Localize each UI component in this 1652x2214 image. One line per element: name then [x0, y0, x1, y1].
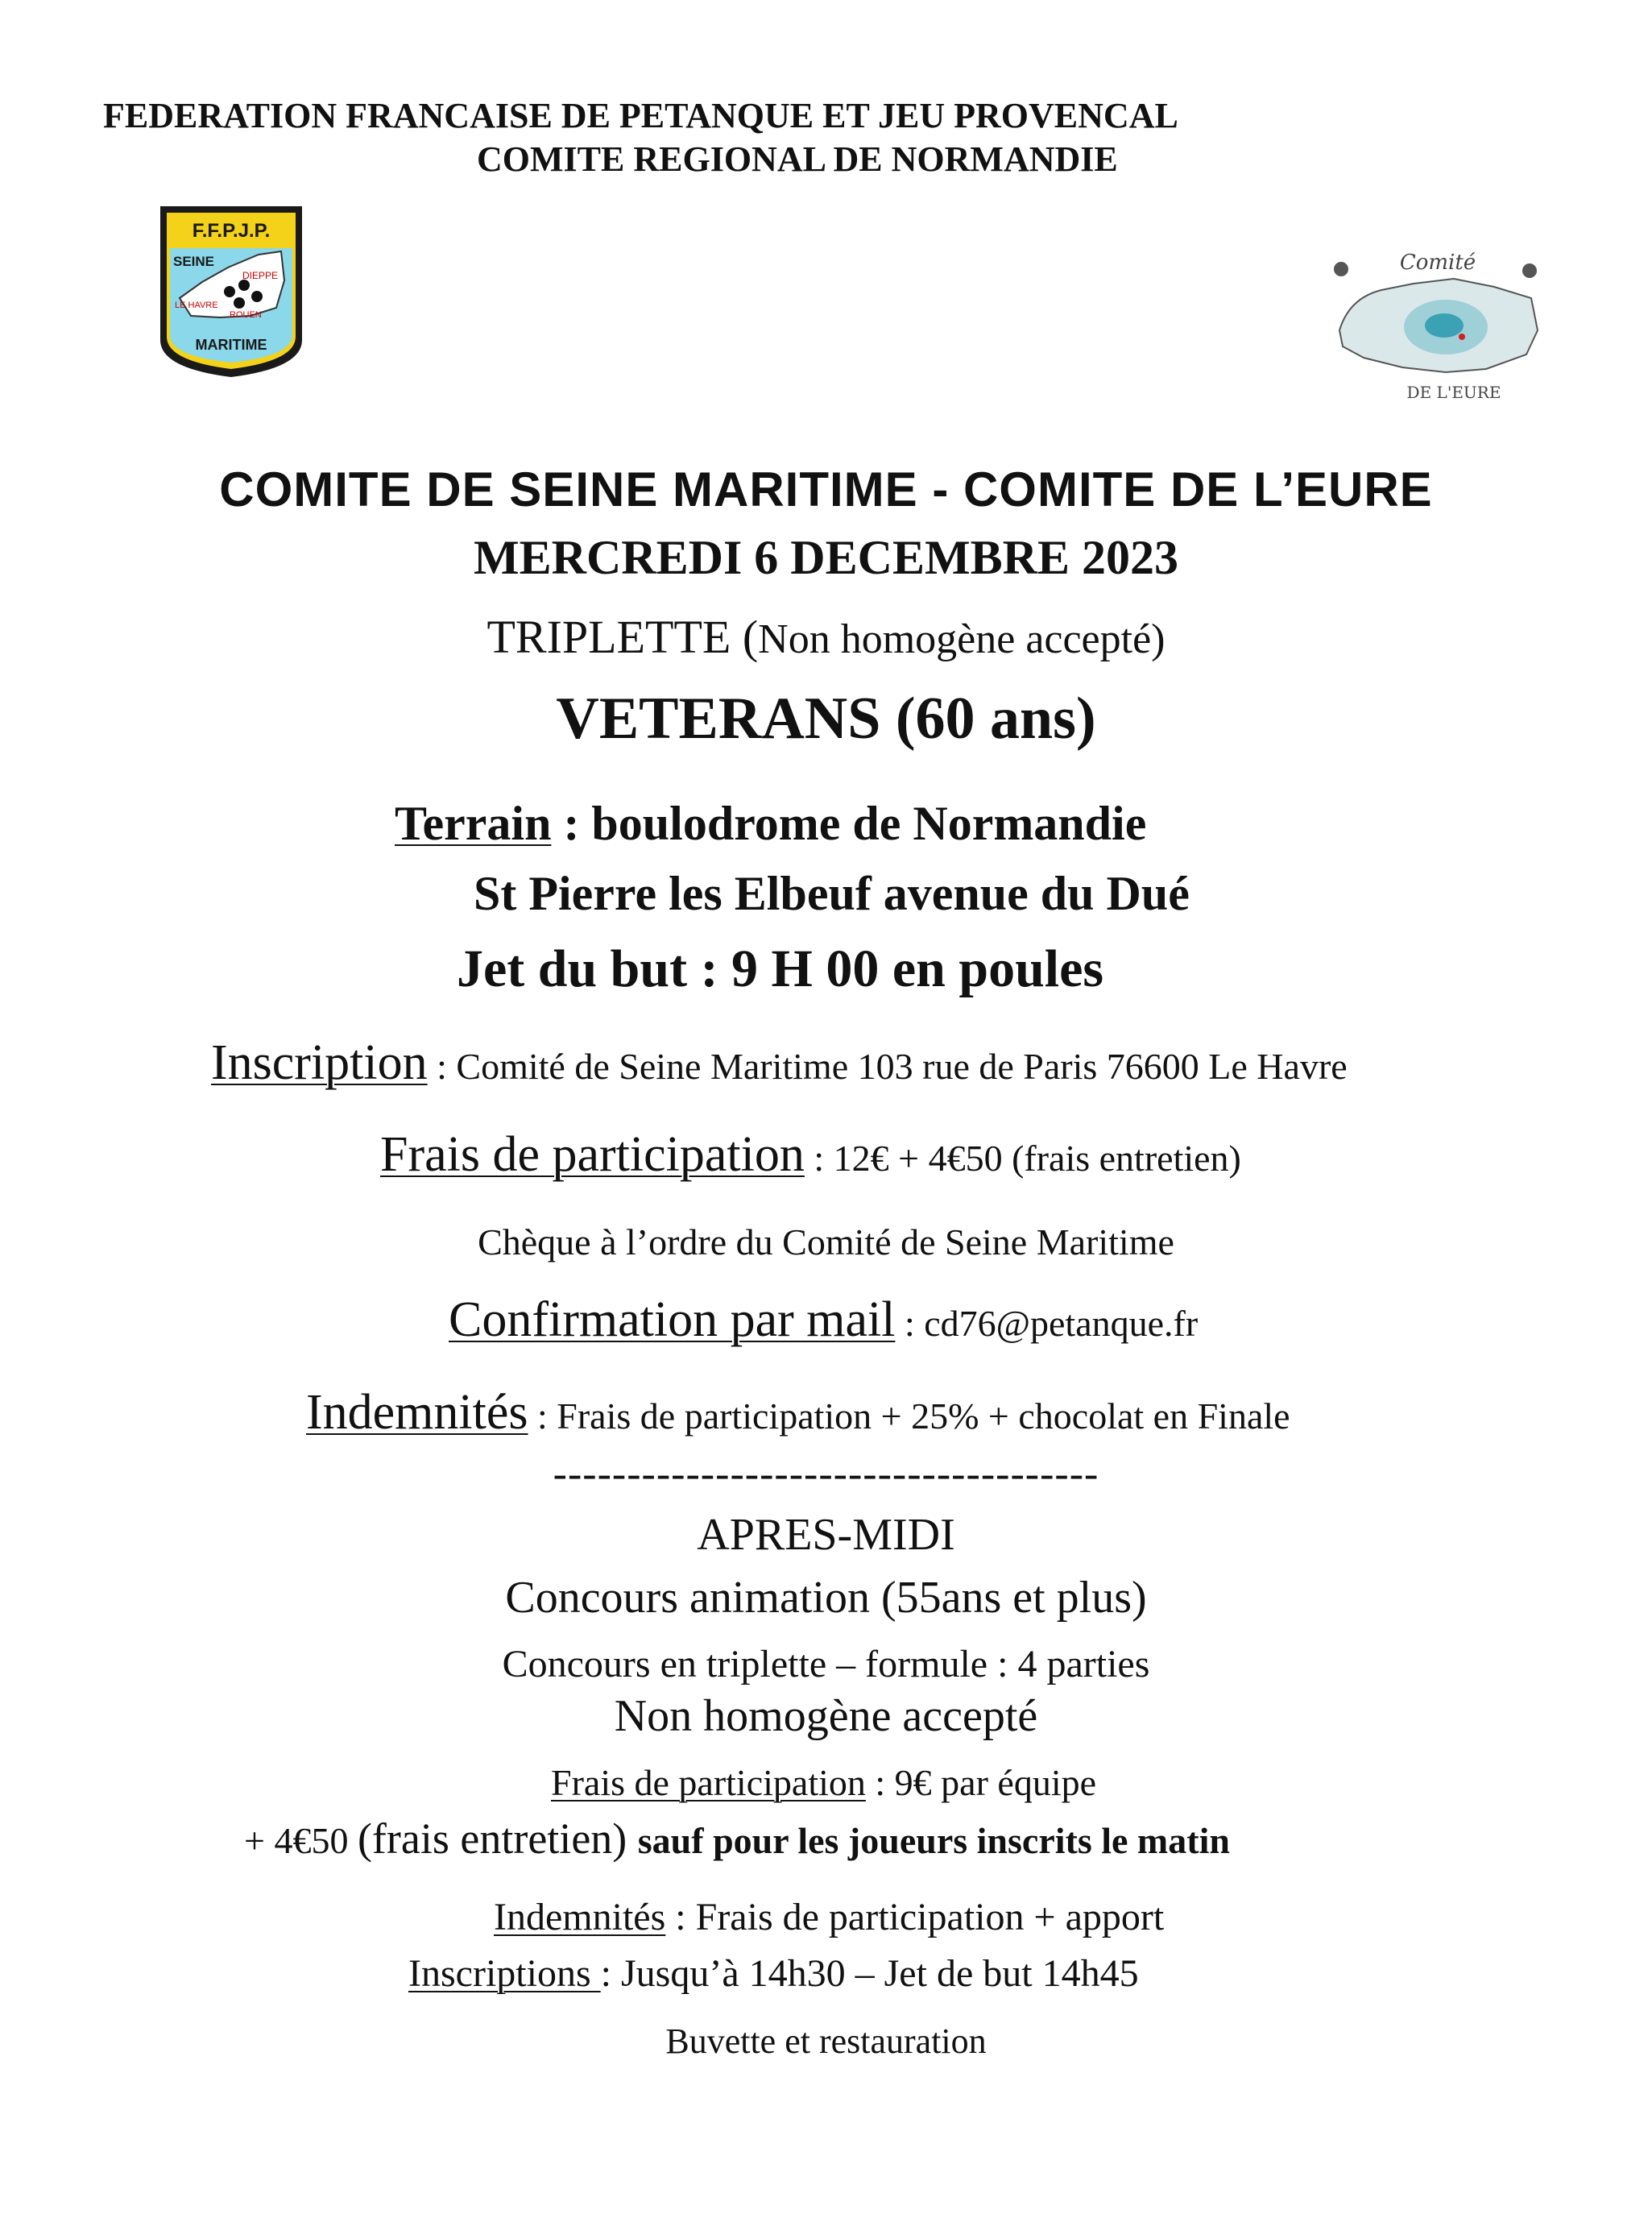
event-date: MERCREDI 6 DECEMBRE 2023 [473, 531, 1179, 584]
inscription-line [211, 1034, 1348, 1092]
rouen-label: ROUEN [230, 310, 262, 320]
section-separator: ------------------------------------- [553, 1451, 1099, 1497]
organizing-committees: COMITE DE SEINE MARITIME - COMITE DE L’EURE [219, 462, 1433, 516]
contest-format: Concours en triplette – formule : 4 parties [502, 1643, 1150, 1685]
afternoon-inscriptions-line [408, 1951, 1139, 1996]
afternoon-inscriptions-label: Inscriptions [408, 1952, 601, 1995]
refreshments-note: Buvette et restauration [665, 2021, 987, 2061]
comite-eure-logo [1325, 234, 1551, 403]
inscription-label: Inscription [211, 1035, 428, 1090]
afternoon-fees-label: Frais de participation [551, 1762, 866, 1803]
cheque-note: Chèque à l’ordre du Comité de Seine Maritime [478, 1221, 1174, 1262]
format-label: TRIPLETTE ( [486, 611, 759, 663]
maintenance-fee-amount: + 4€50 [244, 1820, 358, 1861]
le-havre-label: LE HAVRE [175, 301, 218, 310]
maintenance-fee-exception: sauf pour les joueurs inscrits le matin [637, 1820, 1230, 1861]
confirmation-label: Confirmation par mail [449, 1292, 896, 1347]
federation-title: FEDERATION FRANCAISE DE PETANQUE ET JEU PROVENCAL [103, 96, 1178, 135]
maintenance-fee-label: (frais entretien) [357, 1814, 638, 1863]
afternoon-title: APRES-MIDI [697, 1510, 955, 1560]
terrain-line [395, 796, 1146, 852]
event-format [0, 610, 1652, 664]
inscription-value: : Comité de Seine Maritime 103 rue de Paris 76600 Le Havre [427, 1046, 1348, 1087]
afternoon-indemnities-value: : Frais de participation + apport [665, 1896, 1165, 1938]
ffpjp-logo-label: F.F.P.J.P. [192, 220, 271, 242]
fees-label: Frais de participation [380, 1127, 805, 1182]
indemnities-line [306, 1384, 1290, 1441]
eure-logo-top-text: Comité [1399, 251, 1476, 275]
dieppe-label: DIEPPE [242, 270, 279, 281]
animation-contest: Concours animation (55ans et plus) [505, 1573, 1147, 1623]
fees-line [380, 1126, 1241, 1184]
non-homogeneous-note: Non homogène accepté [614, 1691, 1038, 1741]
afternoon-fees-line [551, 1761, 1096, 1804]
terrain-label: Terrain [395, 797, 552, 850]
venue-address: St Pierre les Elbeuf avenue du Dué [474, 867, 1190, 920]
event-category: VETERANS (60 ans) [556, 686, 1096, 752]
confirmation-email: : cd76@petanque.fr [895, 1303, 1199, 1344]
eure-logo-bottom-text: DE L'EURE [1406, 383, 1501, 402]
afternoon-indemnities-label: Indemnités [494, 1896, 666, 1938]
afternoon-indemnities-line [494, 1895, 1164, 1939]
start-time: Jet du but : 9 H 00 en poules [457, 939, 1104, 998]
regional-committee-title: COMITE REGIONAL DE NORMANDIE [477, 139, 1118, 179]
confirmation-line [449, 1292, 1198, 1349]
afternoon-fees-value: : 9€ par équipe [865, 1762, 1097, 1803]
indemnities-label: Indemnités [306, 1385, 528, 1440]
maintenance-fee-line [244, 1814, 1230, 1864]
seine-label: SEINE [173, 254, 215, 269]
maritime-label: MARITIME [195, 337, 267, 353]
format-note: Non homogène accepté) [758, 616, 1166, 662]
afternoon-inscriptions-value: : Jusqu’à 14h30 – Jet de but 14h45 [600, 1952, 1139, 1995]
indemnities-value: : Frais de participation + 25% + chocolat en Finale [528, 1395, 1290, 1437]
fees-value: : 12€ + 4€50 (frais entretien) [804, 1138, 1241, 1179]
ffpjp-seine-maritime-logo [155, 203, 307, 380]
terrain-value: : boulodrome de Normandie [551, 797, 1147, 850]
